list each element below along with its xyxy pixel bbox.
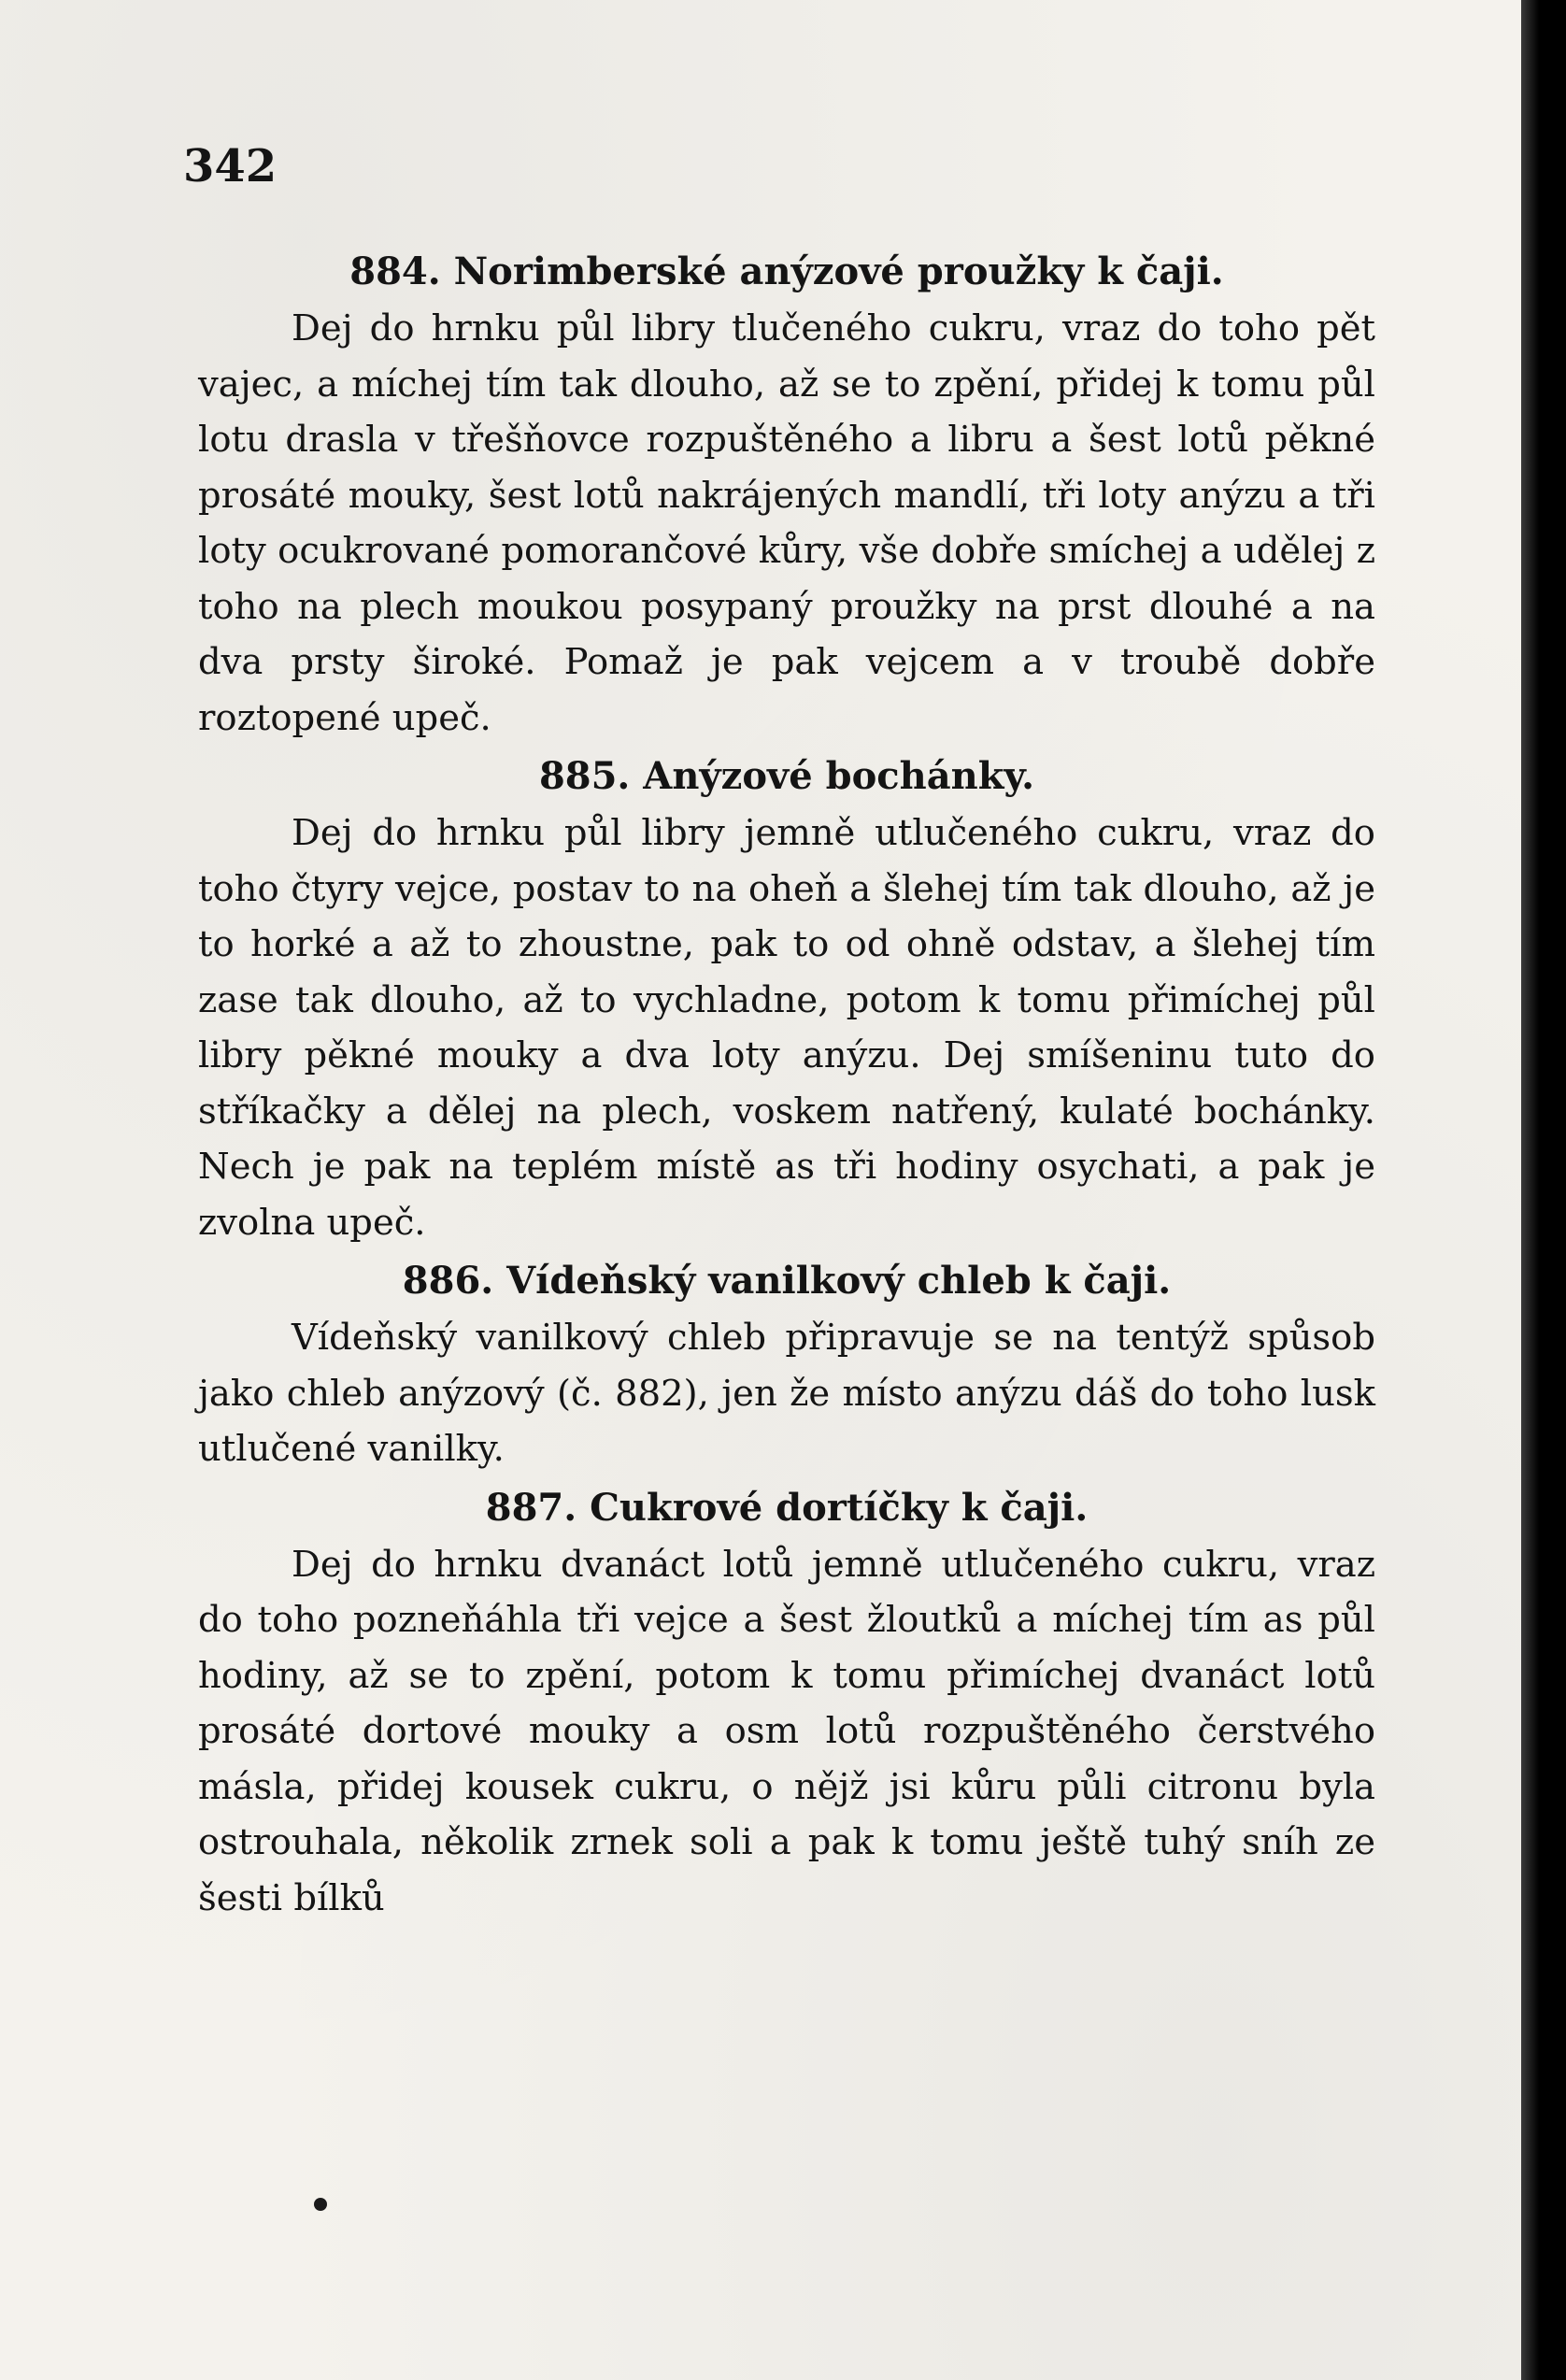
- ink-speck: [314, 2198, 327, 2211]
- recipe-title: 887. Cukrové dortíčky k čaji.: [485, 1485, 1089, 1530]
- page-edge-shadow: [1521, 0, 1566, 2380]
- recipe-body: Dej do hrnku půl libry jemně utlučeného cukru, vraz do toho čtyry vejce, postav to na oheň a šlehej tím tak dlouho, až je to horké a až to zhoustne, pak to od ohně odstav, a šlehej tím zase tak dlouho, až to vychladne, potom k tomu přimíchej půl libry pěkné mouky a dva loty anýzu. Dej smíšeninu tuto do stříkačky a dělej na plech, voskem natřený, kulaté bochánky. Nech je pak na teplém místě as tři hodiny osychati, a pak je zvolna upeč.: [198, 812, 1375, 1244]
- recipe-886: [198, 1252, 1375, 1477]
- page-number: 342: [183, 140, 278, 192]
- recipe-body: Dej do hrnku půl libry tlučeného cukru, vraz do toho pět vajec, a míchej tím tak dlouho, až se to zpění, přidej k tomu půl lotu drasla v třešňovce rozpuštěného a libru a šest lotů pěkné prosáté mouky, šest lotů nakrájených mandlí, tři loty anýzu a tři loty ocukrované pomorančové kůry, vše dobře smíchej a udělej z toho na plech moukou posypaný proužky na prst dlouhé a na dva prsty široké. Pomaž je pak vejcem a v troubě dobře roztopené upeč.: [198, 307, 1375, 739]
- recipe-body: Vídeňský vanilkový chleb připravuje se na tentýž spůsob jako chleb anýzový (č. 882), jen že místo anýzu dáš do toho lusk utlučené vanilky.: [198, 1317, 1375, 1470]
- recipe-title: 884. Norimberské anýzové proužky k čaji.: [349, 249, 1224, 293]
- recipe-title: 886. Vídeňský vanilkový chleb k čaji.: [402, 1259, 1172, 1303]
- recipe-title: 885. Anýzové bochánky.: [538, 754, 1035, 798]
- recipe-885: [198, 748, 1375, 1250]
- recipe-884: [198, 243, 1375, 746]
- recipe-body: Dej do hrnku dvanáct lotů jemně utlučeného cukru, vraz do toho pozneňáhla tři vejce a šest žloutků a míchej tím as půl hodiny, až se to zpění, potom k tomu přimíchej dvanáct lotů prosáté dortové mouky a osm lotů rozpuštěného čerstvého másla, přidej kousek cukru, o nějž jsi kůru půli citronu byla ostrouhala, několik zrnek soli a pak k tomu ještě tuhý sníh ze šesti bílků: [198, 1543, 1375, 1919]
- page-text: [198, 243, 1375, 1928]
- recipe-887: [198, 1479, 1375, 1927]
